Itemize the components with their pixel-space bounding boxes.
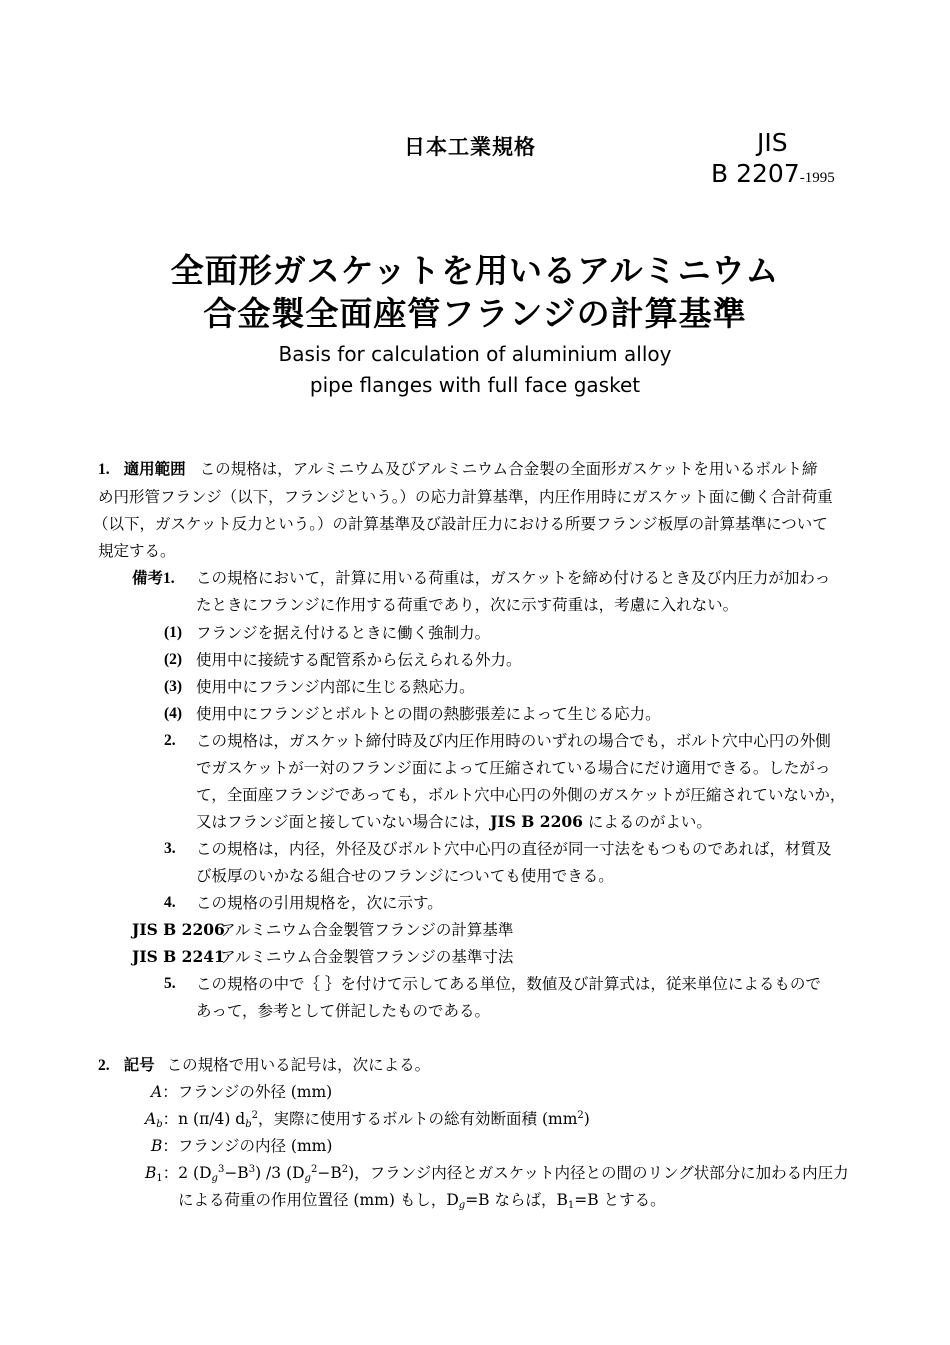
symbol-B1-def-a: ：2 (D <box>162 1164 212 1182</box>
symbol-B-row <box>151 1136 332 1156</box>
symbol-Ab-row <box>145 1109 590 1129</box>
symbol-B1-line2-b: =B ならば，B <box>465 1191 568 1209</box>
symbol-Ab-def-2: ，実際に使用するボルトの総有効断面積 (mm <box>258 1110 578 1128</box>
symbol-B1-def-d: −B <box>317 1164 342 1182</box>
symbol-Ab-def-3: ) <box>583 1110 590 1128</box>
symbol-B1-row <box>145 1163 849 1183</box>
symbol-Ab: A <box>145 1110 157 1128</box>
symbol-Ab-unit-sup: 2 <box>577 1110 584 1121</box>
sub-item-text: フランジを据え付けるときに働く強制力。 <box>196 624 491 642</box>
symbol-B1-line2-a: による荷重の作用位置径 (mm) もし，D <box>178 1191 459 1209</box>
remark2-line1: この規格は，ガスケット締付時及び内圧作用時のいずれの場合でも，ボルト穴中心円の外側 <box>196 732 831 750</box>
ref-code: JIS B 2241 <box>132 947 225 966</box>
remark5-line2: あって，参考として併記したものである。 <box>196 1002 491 1020</box>
symbol-B1-g1: g <box>211 1173 218 1184</box>
jis-reference: JIS B 2206 <box>490 812 583 831</box>
section2-intro: この規格で用いる記号は，次による。 <box>166 1056 431 1074</box>
remark2-number: 2. <box>164 732 176 749</box>
sub-item-text: 使用中に接続する配管系から伝えられる外力。 <box>196 651 522 669</box>
sub-item-text: 使用中にフランジ内部に生じる熱応力。 <box>196 678 475 696</box>
symbol-Ab-sub: b <box>156 1119 163 1130</box>
ref-title: アルミニウム合金製管フランジの基準寸法 <box>220 948 514 966</box>
symbol-B1-s4: 2 <box>341 1164 349 1175</box>
section1-number: 1. <box>98 461 110 478</box>
symbol-A: A <box>151 1083 163 1101</box>
remark5-number: 5. <box>164 975 176 992</box>
remark4-line1: この規格の引用規格を，次に示す。 <box>196 894 443 912</box>
remark2-line2: でガスケットが一対のフランジ面によって圧縮されている場合にだけ適用できる。したがっ <box>196 759 831 777</box>
section1-line2: め円形管フランジ（以下，フランジという。）の応力計算基準，内圧作用時にガスケット面に働く合計荷重 <box>98 488 833 506</box>
jis-year: -1995 <box>799 170 835 186</box>
title-ja-line1: 全面形ガスケットを用いるアルミニウム <box>170 251 780 290</box>
symbol-B1-s2: 3 <box>248 1164 256 1175</box>
jis-label: JIS <box>757 128 788 157</box>
title-ja-line2: 合金製全面座管フランジの計算基準 <box>203 294 747 333</box>
symbol-B1-line2-g: g <box>458 1200 466 1211</box>
remark1-line1: この規格において，計算に用いる荷重は，ガスケットを締め付けるとき及び内圧力が加わっ <box>196 569 831 587</box>
remarks-label-text: 備考 <box>132 569 164 587</box>
symbol-B1-line2-sub: 1 <box>567 1200 575 1211</box>
remark4-number: 4. <box>164 894 176 911</box>
symbol-B1-s1: 3 <box>217 1164 225 1175</box>
symbol-B1-s3: 2 <box>310 1164 318 1175</box>
remark2-line3: て，全面座フランジであっても，ボルト穴中心円の外側のガスケットが圧縮されていないか， <box>196 786 846 804</box>
symbol-B-def: ：フランジの内径 (mm) <box>162 1137 333 1155</box>
symbol-B1-line2-c: =B とする。 <box>574 1191 666 1209</box>
remark2-line4-post: によるのがよい。 <box>582 813 712 831</box>
remark3-line1: この規格は，内径，外径及びボルト穴中心円の直径が同一寸法をもつものであれば，材質及 <box>196 840 832 858</box>
symbol-Ab-def-1: ：n (π/4) d <box>162 1110 246 1128</box>
symbol-Ab-def-sup: 2 <box>251 1110 259 1121</box>
ref-title: アルミニウム合金製管フランジの計算基準 <box>220 921 514 939</box>
section1-text: この規格は，アルミニウム及びアルミニウム合金製の全面形ガスケットを用いるボルト締 <box>199 460 818 478</box>
section1-line4: 規定する。 <box>98 542 176 560</box>
remark2-line4 <box>196 812 712 832</box>
ref-code: JIS B 2206 <box>132 920 225 939</box>
sub-item-number: (2) <box>164 651 183 668</box>
symbol-Ab-def-sub: b <box>245 1119 252 1130</box>
section1-line1 <box>98 459 817 480</box>
section2-heading: 記号 <box>123 1056 155 1074</box>
jis-code: B 2207 <box>711 159 800 188</box>
standard-name: 日本工業規格 <box>404 135 536 159</box>
symbol-B: B <box>151 1137 163 1155</box>
section2-number: 2. <box>98 1057 110 1074</box>
section1-line3: （以下，ガスケット反力という。）の計算基準及び設計圧力における所要フランジ板厚の計算基準について <box>93 515 828 533</box>
title-en-line2: pipe flanges with full face gasket <box>309 373 641 397</box>
sub-item-text: 使用中にフランジとボルトとの間の熱膨張差によって生じる応力。 <box>196 705 661 723</box>
symbol-B1-def-e: )，フランジ内径とガスケット内径との間のリング状部分に加わる内圧力 <box>348 1164 849 1182</box>
symbol-B1-def-b: −B <box>224 1164 249 1182</box>
sub-item-number: (3) <box>164 678 183 695</box>
remarks-label <box>132 568 175 589</box>
sub-item-number: (1) <box>164 624 183 641</box>
section1-heading: 適用範囲 <box>123 460 186 478</box>
section2-heading-line <box>98 1055 430 1076</box>
symbol-B1-row2 <box>178 1190 666 1210</box>
symbol-B1-def-c: ) /3 (D <box>255 1164 305 1182</box>
jis-number <box>711 159 835 188</box>
remark3-number: 3. <box>164 840 176 857</box>
symbol-A-row <box>151 1082 332 1102</box>
remark5-line1: この規格の中で｛ ｝を付けて示してある単位，数値及び計算式は，従来単位によるもので <box>196 975 821 993</box>
symbol-B1: B <box>145 1164 157 1182</box>
symbol-B1-sub: 1 <box>156 1173 163 1184</box>
remark1-number: 1. <box>163 570 175 587</box>
sub-item-number: (4) <box>164 705 183 722</box>
remark2-line4-pre: 又はフランジ面と接していない場合には， <box>196 813 491 831</box>
remark1-line2: たときにフランジに作用する荷重であり，次に示す荷重は，考慮に入れない。 <box>196 596 739 614</box>
symbol-B1-g2: g <box>304 1173 311 1184</box>
title-en-line1: Basis for calculation of aluminium alloy <box>278 342 672 366</box>
remark3-line2: び板厚のいかなる組合せのフランジについても使用できる。 <box>196 867 614 885</box>
symbol-A-def: ：フランジの外径 (mm) <box>162 1083 333 1101</box>
